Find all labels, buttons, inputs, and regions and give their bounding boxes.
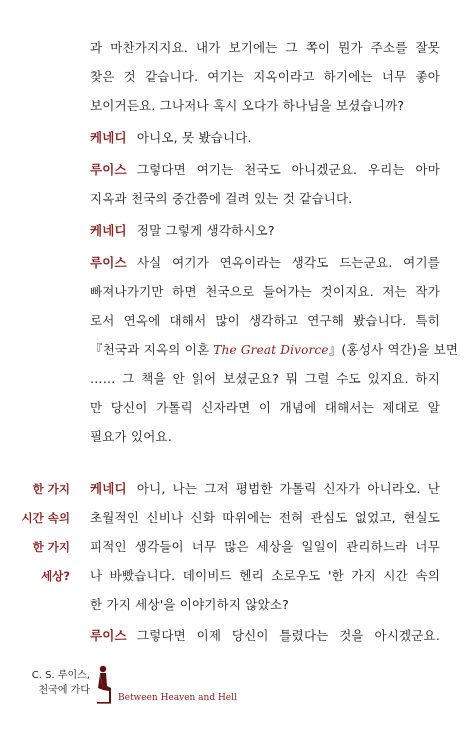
dialogue-lewis bbox=[90, 254, 440, 272]
sidenote-line: 한 가지 bbox=[32, 482, 70, 496]
speaker-label: 루이스 bbox=[90, 628, 127, 643]
text-line: 찾은 것 같습니다. 여기는 지옥이라고 하기에는 너무 좋아 bbox=[90, 69, 440, 84]
speaker-label: 루이스 bbox=[90, 162, 127, 177]
speaker-label: 케네디 bbox=[90, 130, 127, 145]
seated-figure-icon bbox=[94, 664, 114, 708]
text-line: 보이거든요. 그나저나 혹시 오다가 하나님을 보셨습니까? bbox=[90, 98, 405, 113]
sidenote-line: 시간 속의 bbox=[21, 511, 70, 525]
running-footer bbox=[20, 664, 300, 714]
text-line: 과 마찬가지지요. 내가 보기에는 그 쪽이 뭔가 주소를 잘못 bbox=[90, 40, 440, 55]
text-line: 나 바빴습니다. 데이비드 헨리 소로우도 '한 가지 시간 속의 bbox=[90, 568, 440, 583]
text-line: 로서 연옥에 대해서 많이 생각하고 연구해 봤습니다. 특히 bbox=[90, 313, 440, 328]
dialogue-text: 정말 그렇게 생각하시오? bbox=[136, 223, 275, 238]
text-line: 만 당신이 가톨릭 신자라면 이 개념에 대해서는 제대로 알 bbox=[90, 400, 440, 415]
dialogue-text: 그렇다면 여기는 천국도 아니겠군요. 우리는 아마 bbox=[136, 162, 440, 177]
speaker-label: 루이스 bbox=[90, 255, 127, 270]
book-title-korean: 『천국과 지옥의 이혼 bbox=[90, 342, 214, 357]
sidenote-line: 한 가지 bbox=[32, 540, 70, 554]
sidenote-line: 세상? bbox=[41, 569, 70, 583]
book-title-english: The Great Divorce bbox=[213, 343, 329, 357]
text-line: 피적인 생각들이 너무 많은 세상을 일일이 관리하느라 너무 bbox=[90, 539, 440, 554]
footer-title-line: 천국에 가다 bbox=[38, 685, 90, 696]
dialogue-text: 사실 여기가 연옥이라는 생각도 드는군요. 여기를 bbox=[136, 255, 440, 270]
speaker-label: 케네디 bbox=[90, 223, 127, 238]
dialogue-kennedy bbox=[90, 222, 440, 240]
text-line: 필요가 있어요. bbox=[90, 429, 172, 444]
text-line: 한 가지 세상'을 이야기하지 않았소? bbox=[90, 597, 290, 612]
text-line bbox=[90, 341, 459, 359]
text-line: 지옥과 천국의 중간쯤에 걸려 있는 것 같습니다. bbox=[90, 191, 353, 206]
dialogue-lewis bbox=[90, 627, 440, 645]
text-line: …… 그 책을 안 읽어 보셨군요? 뭐 그럴 수도 있지요. 하지 bbox=[90, 371, 440, 386]
dialogue-text: 그렇다면 이제 당신이 틀렸다는 것을 아시겠군요. bbox=[136, 628, 440, 643]
footer-book-title bbox=[20, 668, 90, 698]
dialogue-text: 아니오, 못 봤습니다. bbox=[136, 130, 252, 145]
dialogue-kennedy bbox=[90, 480, 440, 498]
speaker-label: 케네디 bbox=[90, 481, 127, 496]
text-line: 초월적인 신비나 신화 따위에는 전혀 관심도 없었고, 현실도 bbox=[90, 510, 440, 525]
dialogue-text: 아니, 나는 그저 평범한 가톨릭 신자가 아니라오. 난 bbox=[136, 481, 440, 496]
dialogue-lewis bbox=[90, 161, 440, 179]
footer-english-title: Between Heaven and Hell bbox=[118, 693, 237, 703]
text-line: 빠져나가기만 하면 천국으로 들어가는 것이지요. 저는 작가 bbox=[90, 284, 440, 299]
footer-title-line: C. S. 루이스, bbox=[31, 670, 90, 681]
dialogue-kennedy bbox=[90, 129, 440, 147]
text-fragment: 』(홍성사 역간)을 보면 bbox=[328, 342, 459, 357]
